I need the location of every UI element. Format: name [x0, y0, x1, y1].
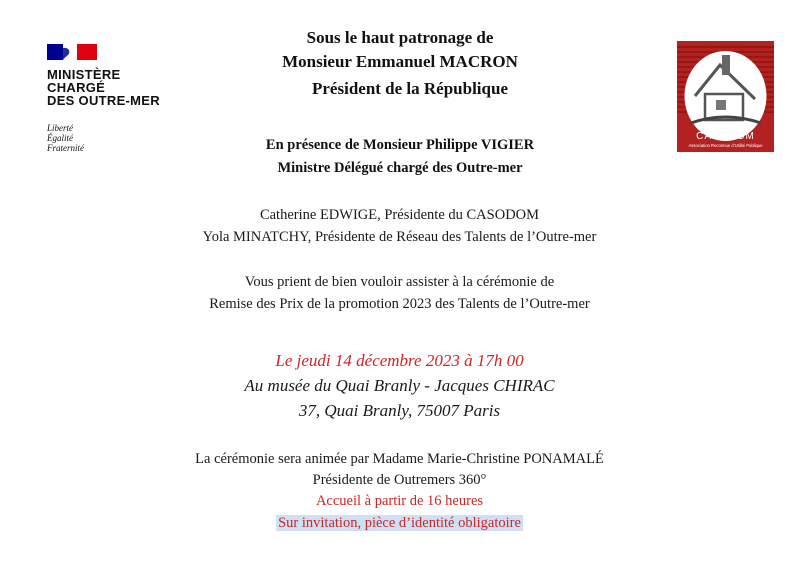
invitation-note — [0, 513, 799, 533]
host-casodom: Catherine EDWIGE, Présidente du CASODOM — [259, 207, 540, 223]
host-talents: Yola MINATCHY, Présidente de Réseau des Talents de l’Outre-mer — [202, 229, 597, 245]
casodom-name: CASODOM — [696, 131, 755, 142]
casodom-tagline: Association Reconnue d’Utilité Publique — [688, 143, 763, 148]
ministry-name-line1: MINISTÈRE — [47, 67, 121, 82]
president-name: Monsieur Emmanuel MACRON — [282, 52, 518, 71]
invitation-note-highlight: Sur invitation, pièce d’identité obligatoire — [278, 515, 521, 531]
presence-line: En présence de Monsieur Philippe VIGIER — [265, 137, 535, 153]
welcome-time: Accueil à partir de 16 heures — [315, 493, 484, 509]
invitation-line2: Remise des Prix de la promotion 2023 des Talents de l’Outre-mer — [209, 296, 590, 312]
ministry-name-line3: DES OUTRE-MER — [47, 93, 160, 108]
patronage-line: Sous le haut patronage de — [306, 28, 494, 47]
motto-fraternite: Fraternité — [47, 143, 84, 153]
casodom-logo — [677, 41, 774, 152]
motto-liberte: Liberté — [47, 123, 73, 133]
marianne-flag-icon — [47, 44, 97, 60]
presenter-title: Présidente de Outremers 360° — [312, 472, 487, 488]
invitation-line1: Vous prient de bien vouloir assister à la cérémonie de — [244, 274, 555, 290]
event-venue: Au musée du Quai Branly - Jacques CHIRAC — [244, 376, 555, 395]
host-presenter: La cérémonie sera animée par Madame Marie-Christine PONAMALÉ — [195, 451, 604, 467]
event-address: 37, Quai Branly, 75007 Paris — [298, 401, 501, 420]
event-date: Le jeudi 14 décembre 2023 à 17h 00 — [275, 351, 524, 370]
motto-egalite: Égalité — [47, 133, 73, 143]
ministry-name-line2: CHARGÉ — [47, 80, 106, 95]
minister-title: Ministre Délégué chargé des Outre-mer — [277, 160, 523, 176]
president-title: Président de la République — [312, 79, 508, 98]
